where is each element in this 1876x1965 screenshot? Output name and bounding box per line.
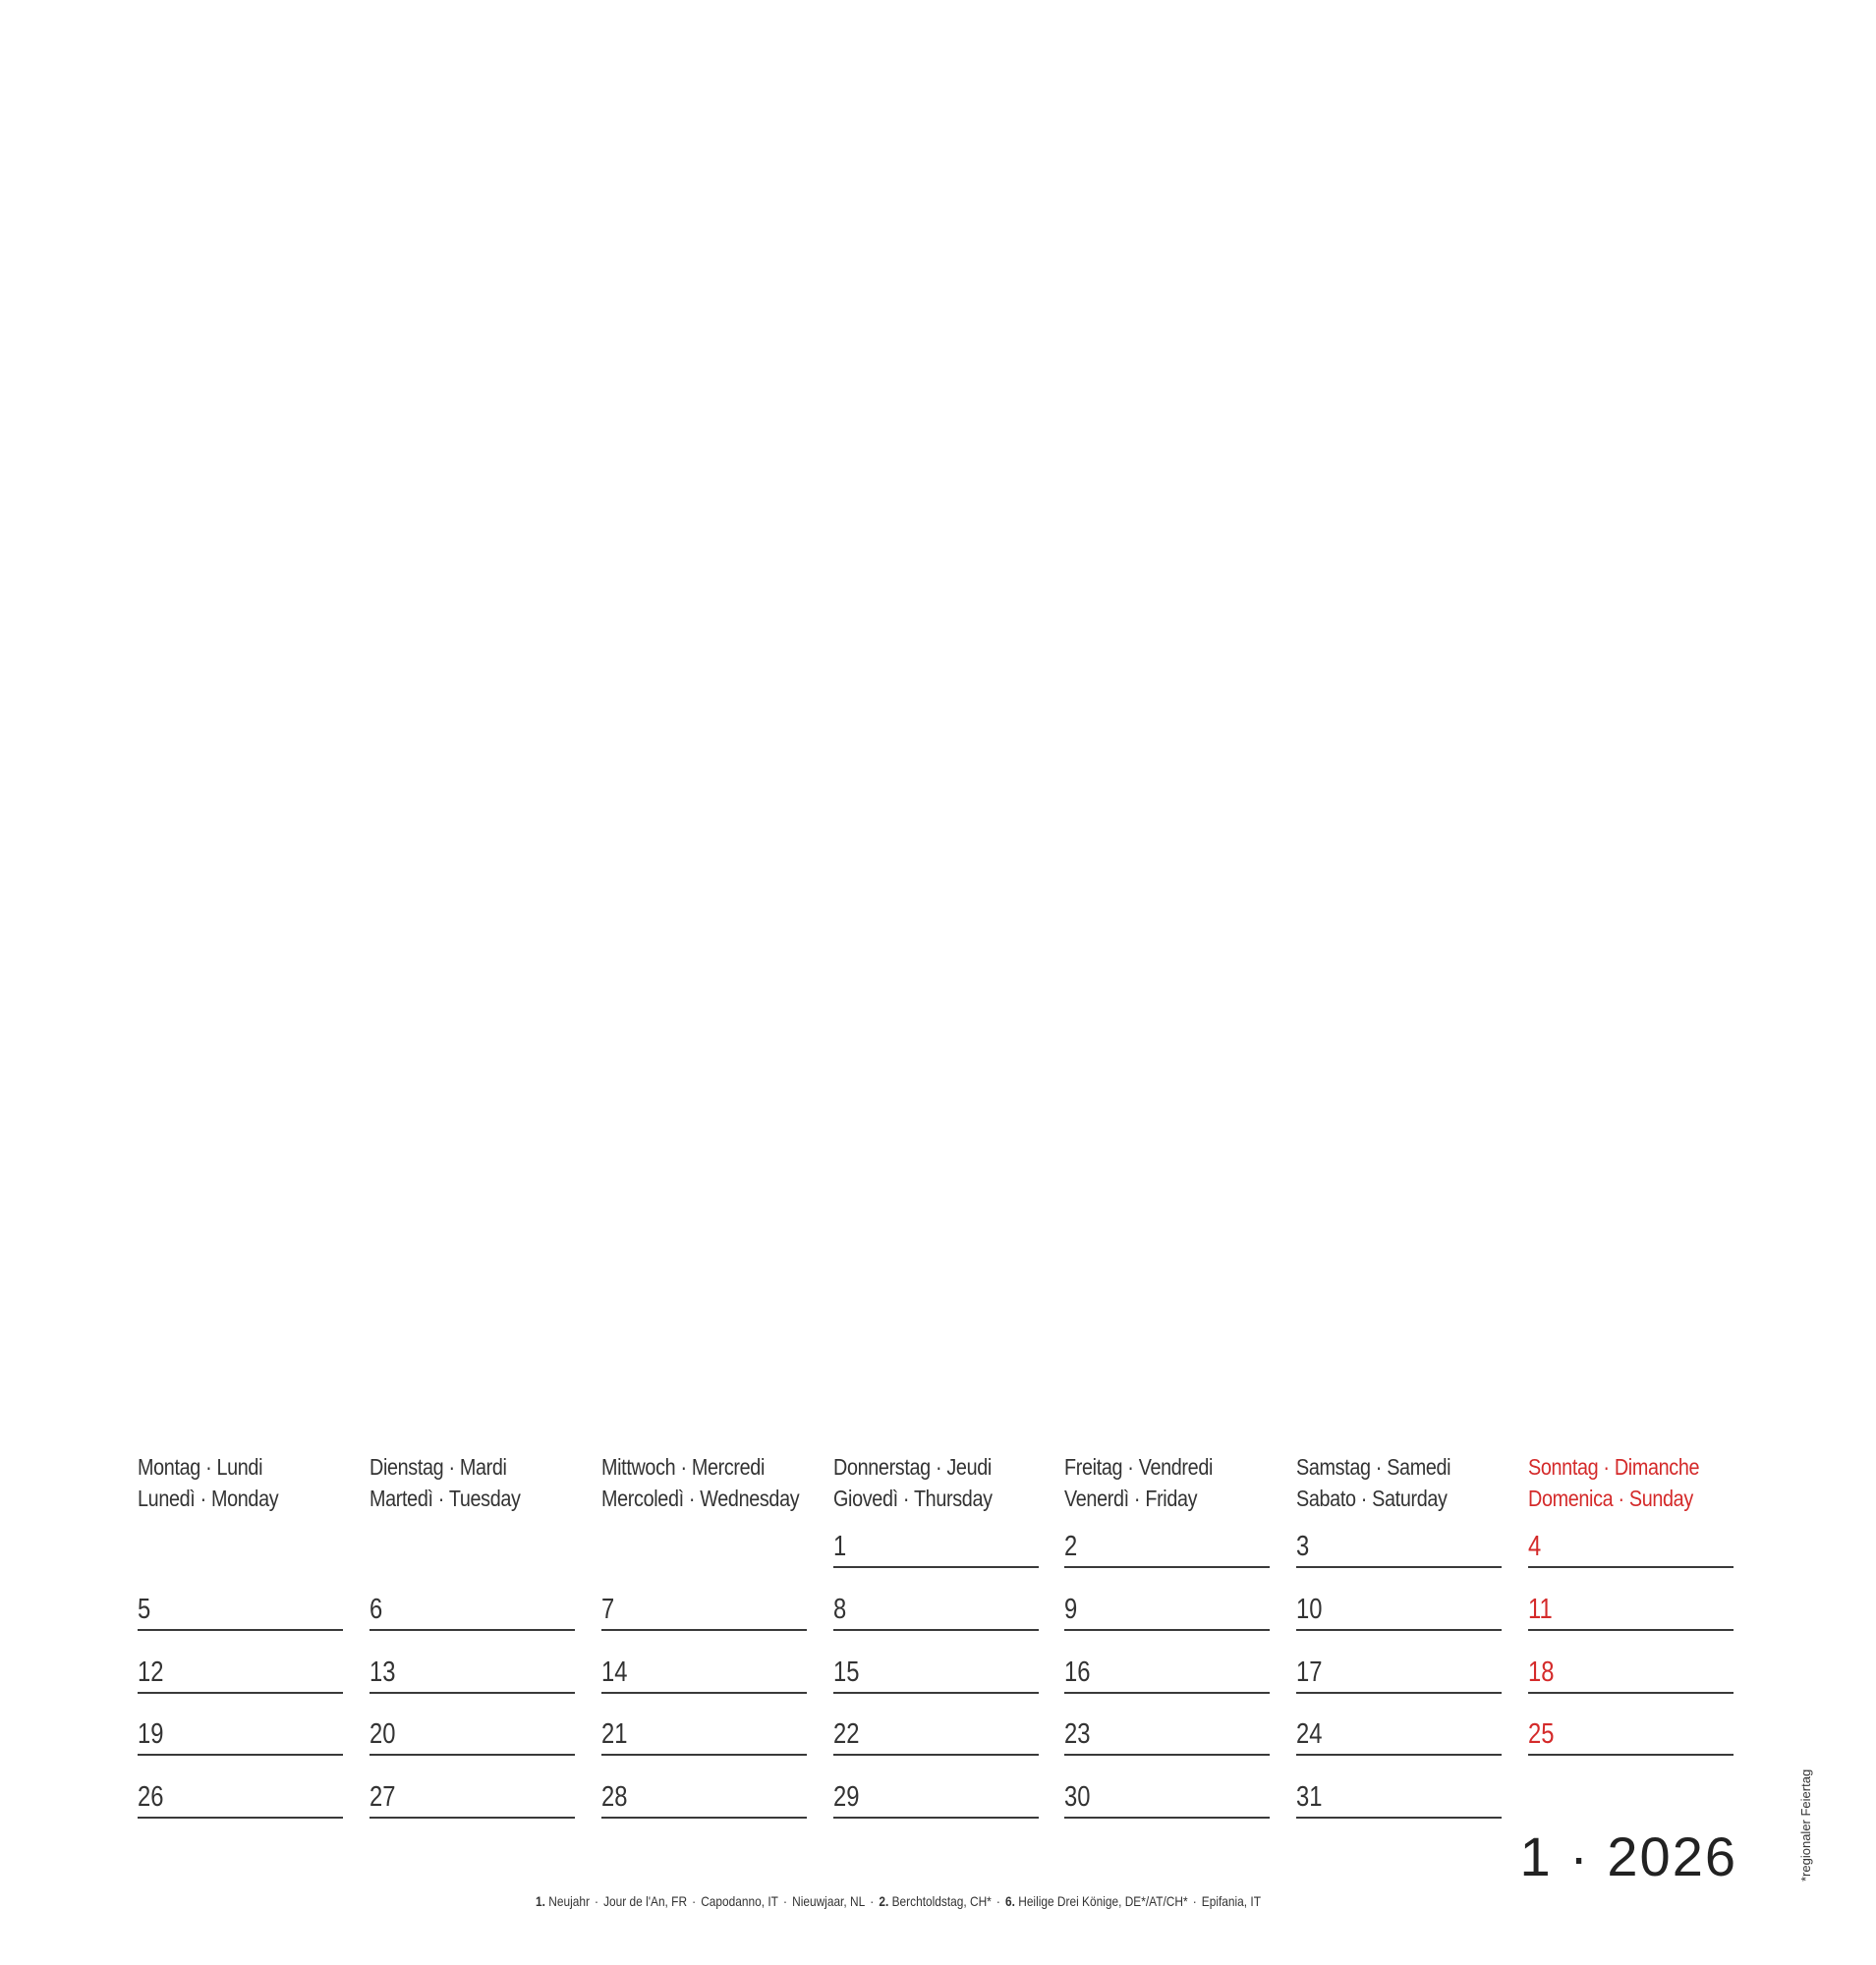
separator: ·: [595, 1893, 598, 1909]
day-cell[interactable]: [833, 1655, 1039, 1694]
weekday-header-wednesday: [601, 1451, 800, 1514]
day-cell[interactable]: [1296, 1779, 1502, 1819]
day-cell[interactable]: [833, 1592, 1039, 1631]
day-cell[interactable]: [138, 1592, 343, 1631]
holiday-footnote: [536, 1892, 1261, 1910]
day-cell[interactable]: [1064, 1592, 1270, 1631]
day-cell[interactable]: [1296, 1716, 1502, 1756]
holiday-name: Capodanno, IT: [701, 1893, 778, 1909]
weekday-label: Dienstag · Mardi: [370, 1454, 507, 1480]
weekday-label: Samstag · Samedi: [1296, 1454, 1451, 1480]
day-cell[interactable]: [601, 1779, 807, 1819]
weekday-label: Mittwoch · Mercredi: [601, 1454, 766, 1480]
separator: ·: [995, 1893, 1000, 1909]
day-number: 2: [1064, 1531, 1078, 1562]
holiday-name: Nieuwjaar, NL: [792, 1893, 866, 1909]
day-cell[interactable]: [370, 1716, 575, 1756]
separator: ·: [692, 1893, 697, 1909]
day-number: 28: [601, 1781, 628, 1813]
day-number: 30: [1064, 1781, 1091, 1813]
weekday-label: Freitag · Vendredi: [1064, 1454, 1214, 1480]
day-number: 5: [138, 1594, 151, 1625]
day-number: 8: [833, 1594, 847, 1625]
day-number: 26: [138, 1781, 164, 1813]
day-cell[interactable]: [138, 1655, 343, 1694]
day-cell[interactable]: [833, 1716, 1039, 1756]
day-number: 11: [1528, 1594, 1553, 1625]
day-number: 10: [1296, 1594, 1323, 1625]
day-number: 18: [1528, 1656, 1555, 1688]
weekday-label: Martedì · Tuesday: [370, 1486, 521, 1511]
day-cell[interactable]: [1528, 1716, 1734, 1756]
separator: ·: [870, 1893, 875, 1909]
day-number: 21: [601, 1718, 628, 1750]
weekday-label: Domenica · Sunday: [1528, 1486, 1693, 1511]
day-cell[interactable]: [138, 1716, 343, 1756]
day-number: 17: [1296, 1656, 1323, 1688]
separator: ·: [1192, 1893, 1197, 1909]
day-cell[interactable]: [1528, 1529, 1734, 1568]
weekday-label: Mercoledì · Wednesday: [601, 1486, 800, 1511]
day-cell[interactable]: [1064, 1779, 1270, 1819]
day-number: 12: [138, 1656, 164, 1688]
day-number: 19: [138, 1718, 164, 1750]
day-number: 29: [833, 1781, 860, 1813]
day-cell[interactable]: [1296, 1655, 1502, 1694]
day-cell[interactable]: [370, 1779, 575, 1819]
weekday-header-saturday: [1296, 1451, 1478, 1514]
day-number: 31: [1296, 1781, 1323, 1813]
day-cell[interactable]: [370, 1655, 575, 1694]
holiday-name: Neujahr: [548, 1893, 590, 1909]
day-cell[interactable]: [1064, 1716, 1270, 1756]
month-title: 1 · 2026: [1519, 1825, 1737, 1887]
day-number: 15: [833, 1656, 860, 1688]
day-cell[interactable]: [1528, 1592, 1734, 1631]
day-cell[interactable]: [1064, 1529, 1270, 1568]
holiday-date: 6.: [1004, 1893, 1015, 1909]
holiday-name: Epifania, IT: [1201, 1893, 1261, 1909]
weekday-header-thursday: [833, 1451, 1015, 1514]
weekday-label: Lunedì · Monday: [138, 1486, 279, 1511]
holiday-name: Jour de l'An, FR: [603, 1893, 688, 1909]
day-cell[interactable]: [138, 1779, 343, 1819]
day-cell[interactable]: [1296, 1592, 1502, 1631]
day-cell[interactable]: [1528, 1655, 1734, 1694]
day-number: 16: [1064, 1656, 1091, 1688]
weekday-header-sunday: [1528, 1451, 1710, 1514]
day-number: 23: [1064, 1718, 1091, 1750]
day-number: 9: [1064, 1594, 1078, 1625]
weekday-label: Sabato · Saturday: [1296, 1486, 1448, 1511]
day-number: 24: [1296, 1718, 1323, 1750]
day-number: 4: [1528, 1531, 1542, 1562]
holiday-name: Heilige Drei Könige, DE*/AT/CH*: [1018, 1893, 1188, 1909]
day-cell[interactable]: [1296, 1529, 1502, 1568]
day-number: 27: [370, 1781, 396, 1813]
weekday-label: Donnerstag · Jeudi: [833, 1454, 992, 1480]
weekday-header-friday: [1064, 1451, 1246, 1514]
day-number: 20: [370, 1718, 396, 1750]
day-number: 13: [370, 1656, 396, 1688]
day-cell[interactable]: [370, 1592, 575, 1631]
weekday-label: Giovedì · Thursday: [833, 1486, 993, 1511]
weekday-label: Sonntag · Dimanche: [1528, 1454, 1700, 1480]
day-cell[interactable]: [1064, 1655, 1270, 1694]
day-cell[interactable]: [601, 1592, 807, 1631]
holiday-date: 2.: [879, 1893, 889, 1909]
day-number: 14: [601, 1656, 628, 1688]
holiday-date: 1.: [536, 1893, 545, 1909]
separator: ·: [783, 1893, 788, 1909]
weekday-header-monday: [138, 1451, 319, 1514]
day-number: 7: [601, 1594, 615, 1625]
day-number: 1: [833, 1531, 847, 1562]
day-cell[interactable]: [833, 1779, 1039, 1819]
day-number: 25: [1528, 1718, 1555, 1750]
day-number: 6: [370, 1594, 383, 1625]
weekday-label: Montag · Lundi: [138, 1454, 263, 1480]
weekday-label: Venerdì · Friday: [1064, 1486, 1198, 1511]
day-number: 3: [1296, 1531, 1310, 1562]
day-number: 22: [833, 1718, 860, 1750]
regional-holiday-note: *regionaler Feiertag: [1798, 1768, 1813, 1881]
holiday-name: Berchtoldstag, CH*: [891, 1893, 992, 1909]
day-cell[interactable]: [833, 1529, 1039, 1568]
day-cell[interactable]: [601, 1716, 807, 1756]
weekday-header-tuesday: [370, 1451, 551, 1514]
day-cell[interactable]: [601, 1655, 807, 1694]
